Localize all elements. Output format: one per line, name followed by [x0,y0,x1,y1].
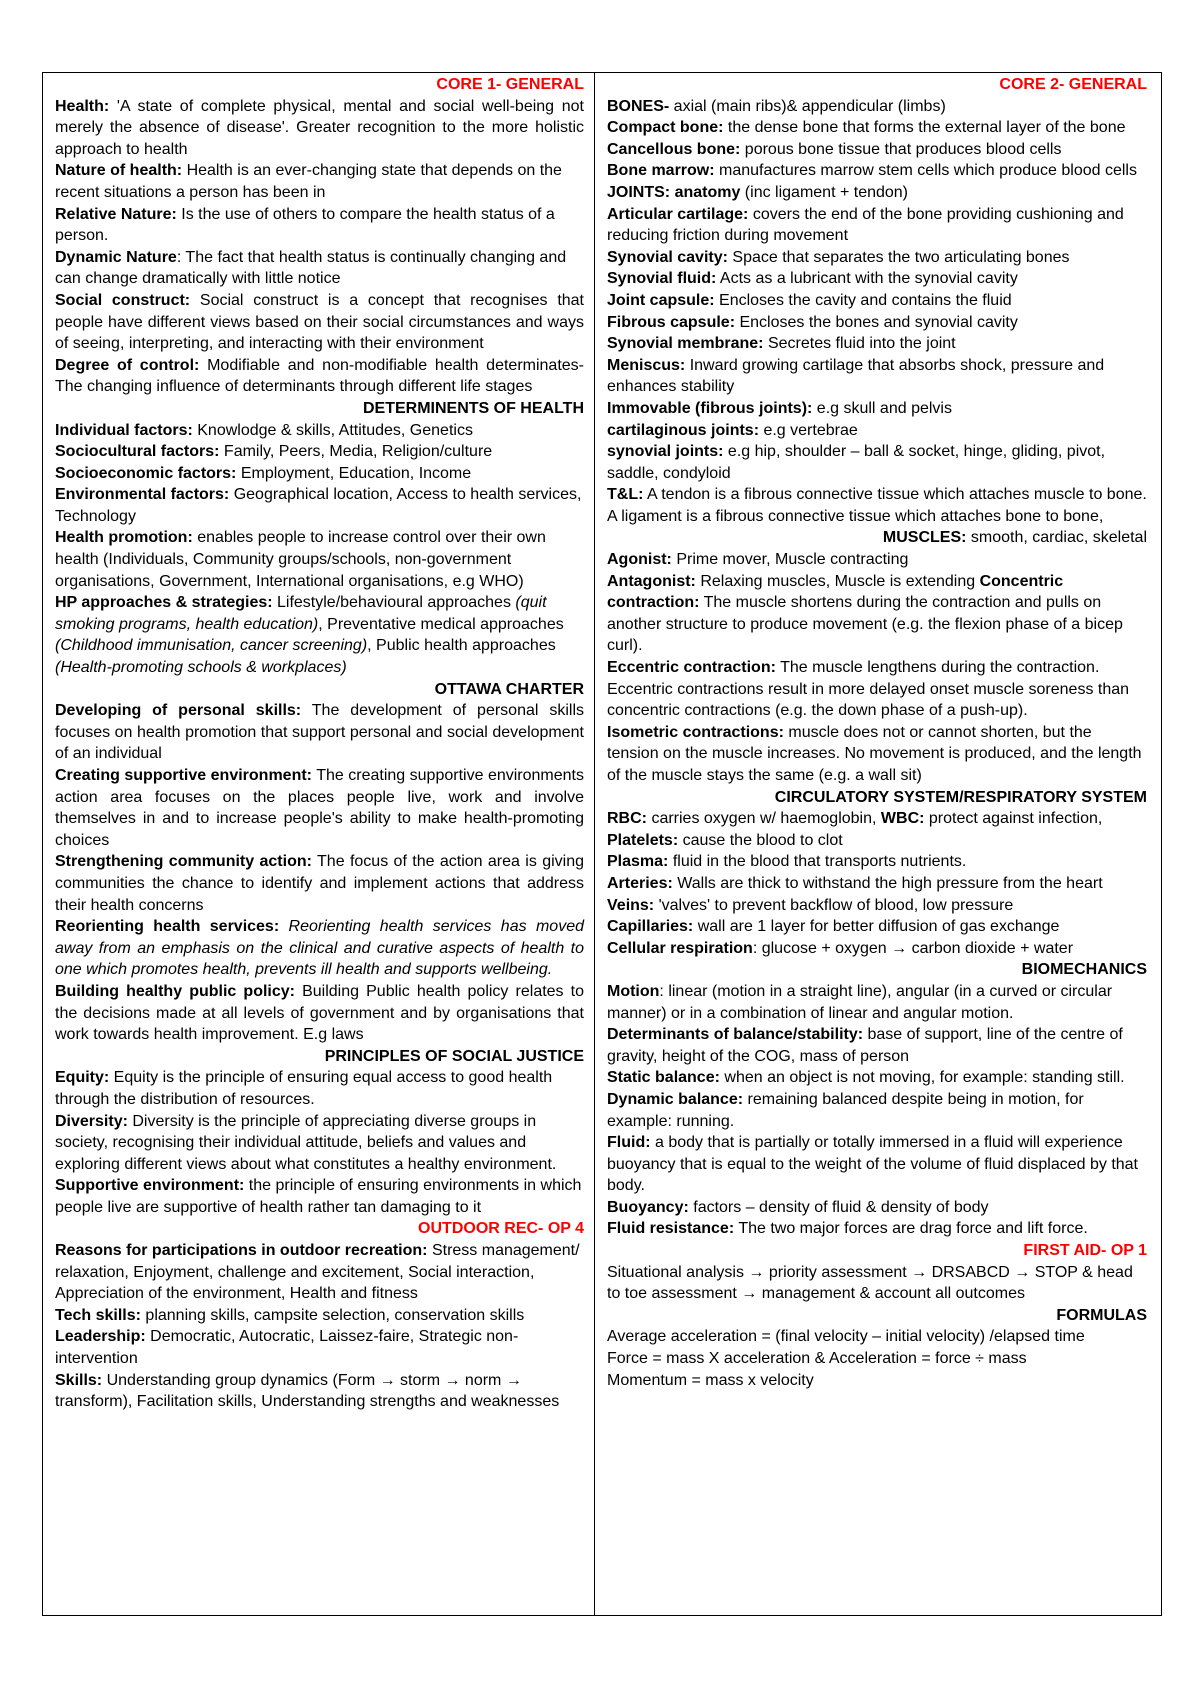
biomechanics-heading: BIOMECHANICS [1021,961,1147,979]
static-balance: Static balance: when an object is not moving, for example: standing still. [607,1069,1125,1087]
immovable-joints: Immovable (fibrous joints): e.g skull and pelvis [607,399,952,417]
diversity-def: Diversity: Diversity is the principle of appreciating diverse groups in society, recognising their individual attitude, beliefs and values and exploring different views about what constitutes a healthy environment. [55,1112,557,1173]
muscles-heading: MUSCLES: smooth, cardiac, skeletal [882,529,1147,547]
determinants-heading: DETERMINENTS OF HEALTH [362,399,584,417]
right-column [595,73,1161,1615]
veins: Veins: 'valves' to prevent backflow of blood, low pressure [607,896,1014,914]
ottawa-heading: OTTAWA CHARTER [434,680,584,698]
health-promotion: Health promotion: enables people to increase control over their own health (Individuals, Community groups/schools, non-government organisations, Government, International organisations, e.g WHO) [55,529,546,590]
articular-cartilage: Articular cartilage: covers the end of the bone providing cushioning and reducing friction during movement [607,205,1124,245]
fibrous-capsule: Fibrous capsule: Encloses the bones and synovial cavity [607,313,1018,331]
document-page [42,72,1162,1616]
eccentric-contraction: Eccentric contraction: The muscle lengthens during the contraction. Eccentric contractions result in more delayed onset muscle soreness than concentric contractions (e.g. the down phase of a push-up). [607,659,1130,720]
equity-def: Equity: Equity is the principle of ensuring equal access to good health through the distribution of resources. [55,1069,553,1108]
first-aid-steps: Situational analysis → priority assessment → DRSABCD → STOP & head to toe assessment → management & account all outcomes [607,1263,1133,1303]
blood-cells: RBC: carries oxygen w/ haemoglobin, WBC: protect against infection, Platelets: cause the blood to clot [607,810,1103,849]
social-justice-heading: PRINCIPLES OF SOCIAL JUSTICE [324,1047,584,1065]
balance-determinants: Determinants of balance/stability: base of support, line of the centre of gravity, height of the COG, mass of person [607,1026,1123,1065]
hp-approaches: HP approaches & strategies: Lifestyle/behavioural approaches (quit smoking programs, health education), Preventative medical approaches (Childhood immunisation, cancer screening), Public health approaches (Health-promoting schools & workplaces) [55,594,564,677]
relative-def: Relative Nature: Is the use of others to compare the health status of a person. [55,205,555,245]
left-column [43,73,595,1615]
outdoor-reasons: Reasons for participations in outdoor recreation: Stress management/ relaxation, Enjoyment, challenge and excitement, Social interaction, Appreciation of the environment, Health and fitness [55,1242,580,1303]
group-skills: Skills: Understanding group dynamics (Form → storm → norm → transform), Facilitation skills, Understanding strengths and weaknesses [55,1371,560,1411]
plasma: Plasma: fluid in the blood that transports nutrients. [607,853,967,871]
social-def: Social construct: Social construct is a concept that recognises that people have different views based on their social circumstances and ways of seeing, interpreting, and interacting with their environment [55,291,585,353]
joint-capsule: Joint capsule: Encloses the cavity and contains the fluid [607,291,1012,309]
formulas-heading: FORMULAS [1056,1306,1147,1324]
individual-factors: Individual factors: Knowlodge & skills, Attitudes, Genetics [55,421,473,439]
motion: Motion: linear (motion in a straight line), angular (in a curved or circular manner) or in a combination of linear and angular motion. [607,982,1113,1022]
cartilaginous-joints: cartilaginous joints: e.g vertebrae [607,421,858,439]
supportive-environment-action: Creating supportive environment: The creating supportive environments action area focuses on the places people live, work and involve themselves in and to increase people's ability to make health-promoting choices [55,767,584,849]
fluid-resistance: Fluid resistance: The two major forces are drag force and lift force. [607,1220,1088,1238]
tendon-ligament: T&L: A tendon is a fibrous connective tissue which attaches muscle to bone. A ligament is a fibrous connective tissue which attaches bone to bone, [607,486,1147,525]
core2-heading: CORE 2- GENERAL [999,76,1147,93]
capillaries: Capillaries: wall are 1 layer for better diffusion of gas exchange [607,918,1060,936]
fluid-buoyancy: Fluid: a body that is partially or totally immersed in a fluid will experience buoyancy that is equal to the weight of the volume of fluid displaced by that body. [607,1134,1138,1195]
dynamic-def: Dynamic Nature: The fact that health status is continually changing and can change dramatically with little notice [55,248,567,288]
core1-heading: CORE 1- GENERAL [436,76,584,93]
joints-anatomy: JOINTS: anatomy (inc ligament + tendon) [607,183,909,201]
dynamic-balance: Dynamic balance: remaining balanced despite being in motion, for example: running. [607,1090,1084,1130]
personal-skills: Developing of personal skills: The development of personal skills focuses on health promotion that support personal and social development of an individual [55,702,585,763]
first-aid-heading: FIRST AID- OP 1 [1023,1242,1147,1260]
environmental-factors: Environmental factors: Geographical location, Access to health services, Technology [55,486,582,525]
synovial-membrane: Synovial membrane: Secretes fluid into the joint [607,335,956,353]
leadership: Leadership: Democratic, Autocratic, Laissez-faire, Strategic non-intervention [55,1328,519,1368]
public-policy: Building healthy public policy: Building Public health policy relates to the decisions made at all levels of government and by organisations that work towards health improvement. E.g laws [55,982,585,1044]
cancellous-bone: Cancellous bone: porous bone tissue that produces blood cells [607,140,1062,158]
nature-def: Nature of health: Health is an ever-changing state that depends on the recent situations a person has been in [55,162,562,201]
socioeconomic-factors: Socioeconomic factors: Employment, Education, Income [55,464,472,482]
synovial-cavity: Synovial cavity: Space that separates the two articulating bones [607,248,1070,266]
circulatory-heading: CIRCULATORY SYSTEM/RESPIRATORY SYSTEM [774,788,1147,806]
bone-marrow: Bone marrow: manufactures marrow stem cells which produce blood cells [607,162,1137,180]
supportive-def: Supportive environment: the principle of ensuring environments in which people live are supportive of health rather tan damaging to it [55,1177,582,1216]
health-def: Health: 'A state of complete physical, mental and social well-being not merely the absence of disease'. Greater recognition to the more holistic approach to health [55,97,584,158]
cellular-respiration: Cellular respiration: glucose + oxygen → carbon dioxide + water [607,939,1074,957]
buoyancy: Buoyancy: factors – density of fluid & density of body [607,1198,989,1216]
reorienting-services: Reorienting health services: Reorienting health services has moved away from an emphasis on the clinical and curative aspects of health to one which promotes health, prevents ill health and supports wellbeing. [55,918,584,979]
outdoor-heading: OUTDOOR REC- OP 4 [418,1220,584,1238]
community-action: Strengthening community action: The focus of the action area is giving communities the chance to identify and implement actions that address their health concerns [55,853,585,914]
isometric-contraction: Isometric contractions: muscle does not or cannot shorten, but the tension on the muscle increases. No movement is produced, and the length of the muscle stays the same (e.g. a wall sit) [607,723,1142,784]
tech-skills: Tech skills: planning skills, campsite selection, conservation skills [55,1306,525,1324]
formula-momentum: Momentum = mass x velocity [607,1371,814,1389]
bones-def: BONES- axial (main ribs)& appendicular (limbs) [607,97,946,115]
agonist: Agonist: Prime mover, Muscle contracting [607,551,909,569]
synovial-joints: synovial joints: e.g hip, shoulder – ball & socket, hinge, gliding, pivot, saddle, condyloid [607,443,1106,482]
compact-bone: Compact bone: the dense bone that forms the external layer of the bone [607,119,1126,137]
sociocultural-factors: Sociocultural factors: Family, Peers, Media, Religion/culture [55,443,493,461]
synovial-fluid: Synovial fluid: Acts as a lubricant with the synovial cavity [607,270,1018,288]
formula-force: Force = mass X acceleration & Acceleration = force ÷ mass [607,1350,1027,1368]
antagonist-concentric: Antagonist: Relaxing muscles, Muscle is extending Concentric contraction: The muscle shortens during the contraction and pulls on another structure to produce movement (e.g. the flexion phase of a bicep curl). [607,572,1123,655]
degree-def: Degree of control: Modifiable and non-modifiable health determinates- The changing influence of determinants through different life stages [55,356,584,396]
meniscus: Meniscus: Inward growing cartilage that absorbs shock, pressure and enhances stability [607,356,1105,396]
arteries: Arteries: Walls are thick to withstand the high pressure from the heart [607,874,1103,892]
formula-acceleration: Average acceleration = (final velocity – initial velocity) /elapsed time [607,1328,1085,1346]
